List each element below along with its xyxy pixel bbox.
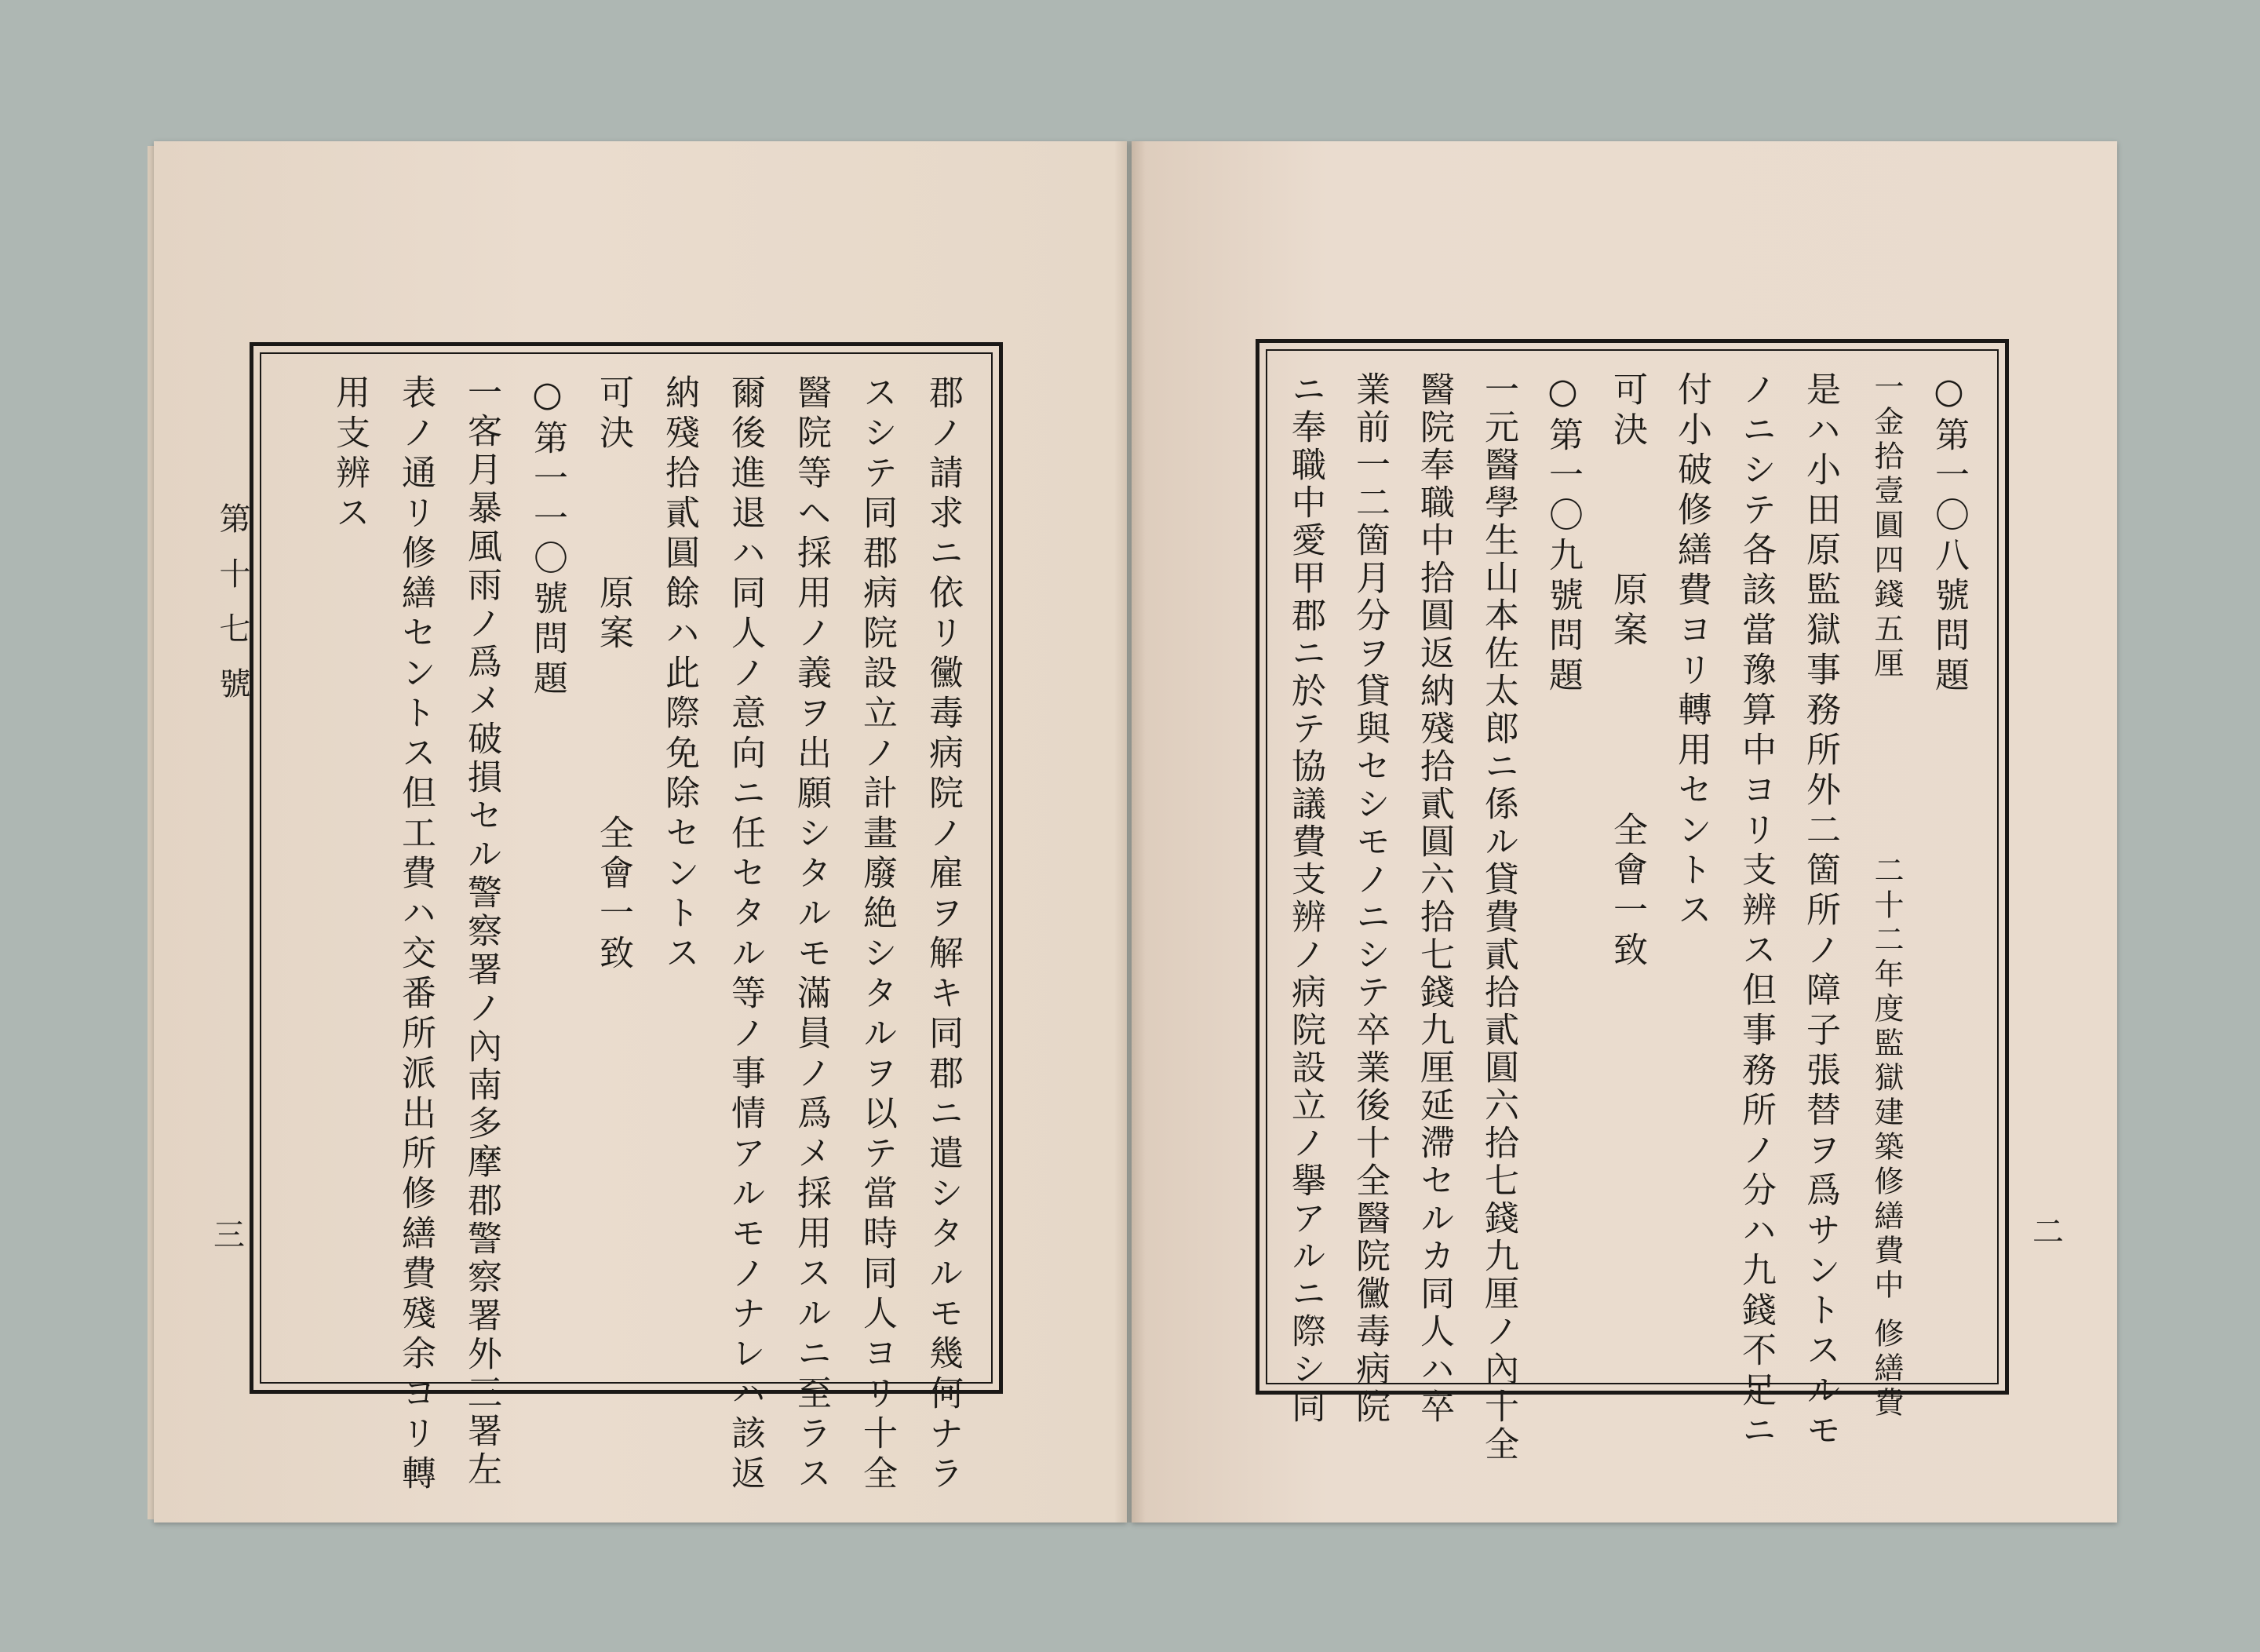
right-text-frame bbox=[1256, 339, 2009, 1464]
right-column-1: ○第一〇八號問題 bbox=[1929, 371, 1969, 697]
left-column-8: 一客月暴風雨ノ爲メ破損セル警察署ノ內南多摩郡警察署外三署左 bbox=[461, 374, 501, 1490]
right-column-5: 付小破修繕費ヨリ轉用セントス bbox=[1671, 371, 1711, 932]
left-column-5: 納殘拾貳圓餘ハ此際免除セントス bbox=[659, 374, 699, 975]
right-column-11: ニ奉職中愛甲郡ニ於テ協議費支辨ノ病院設立ノ擧アルニ際シ同 bbox=[1285, 371, 1325, 1426]
book-gutter bbox=[1114, 141, 1146, 1523]
right-column-9: 醫院奉職中拾圓返納殘拾貳圓六拾七錢九厘延滯セルカ同人ハ卒 bbox=[1414, 371, 1454, 1426]
issue-number-label: 第十七號 bbox=[214, 502, 250, 722]
left-page-number: 三 bbox=[213, 1217, 245, 1253]
right-page-number: 二 bbox=[2032, 1214, 2064, 1250]
left-column-2: スシテ同郡病院設立ノ計畫廢絶シタルヲ以テ當時同人ヨリ十全 bbox=[857, 374, 897, 1495]
left-column-10: 用支辨ス bbox=[330, 374, 370, 534]
left-column-3: 醫院等ヘ採用ノ義ヲ出願シタルモ滿員ノ爲メ採用スルニ至ラス bbox=[791, 374, 831, 1495]
page-edge bbox=[148, 146, 154, 1519]
left-column-1: 郡ノ請求ニ依リ黴毒病院ノ雇ヲ解キ同郡ニ遣シタルモ幾何ナラ bbox=[923, 374, 963, 1495]
right-column-2: 一金拾壹圓四錢五厘 二十二年度監獄建築修繕費中 修繕費 bbox=[1869, 371, 1904, 1422]
left-text-frame bbox=[250, 342, 1003, 1495]
left-column-7: ○第一一〇號問題 bbox=[527, 374, 567, 700]
left-column-6: 可決 原案 全會一致 bbox=[593, 374, 633, 975]
right-column-7: ○第一〇九號問題 bbox=[1543, 371, 1583, 697]
right-column-6: 可決 原案 全會一致 bbox=[1607, 371, 1647, 972]
left-column-9: 表ノ通リ修繕セントス但工費ハ交番所派出所修繕費殘余ヨリ轉 bbox=[396, 374, 436, 1495]
right-column-4: ノニシテ各該當豫算中ヨリ支辨ス但事務所ノ分ハ九錢不足ニ bbox=[1736, 371, 1776, 1452]
left-column-4: 爾後進退ハ同人ノ意向ニ任セタル等ノ事情アルモノナレハ該返 bbox=[725, 374, 765, 1495]
right-column-8: 一元醫學生山本佐太郎ニ係ル貸費貳拾貳圓六拾七錢九厘ノ內十全 bbox=[1478, 371, 1518, 1464]
right-column-3: 是ハ小田原監獄事務所外二箇所ノ障子張替ヲ爲サントスルモ bbox=[1800, 371, 1840, 1452]
right-column-10: 業前一二箇月分ヲ貸與セシモノニシテ卒業後十全醫院黴毒病院 bbox=[1350, 371, 1390, 1426]
